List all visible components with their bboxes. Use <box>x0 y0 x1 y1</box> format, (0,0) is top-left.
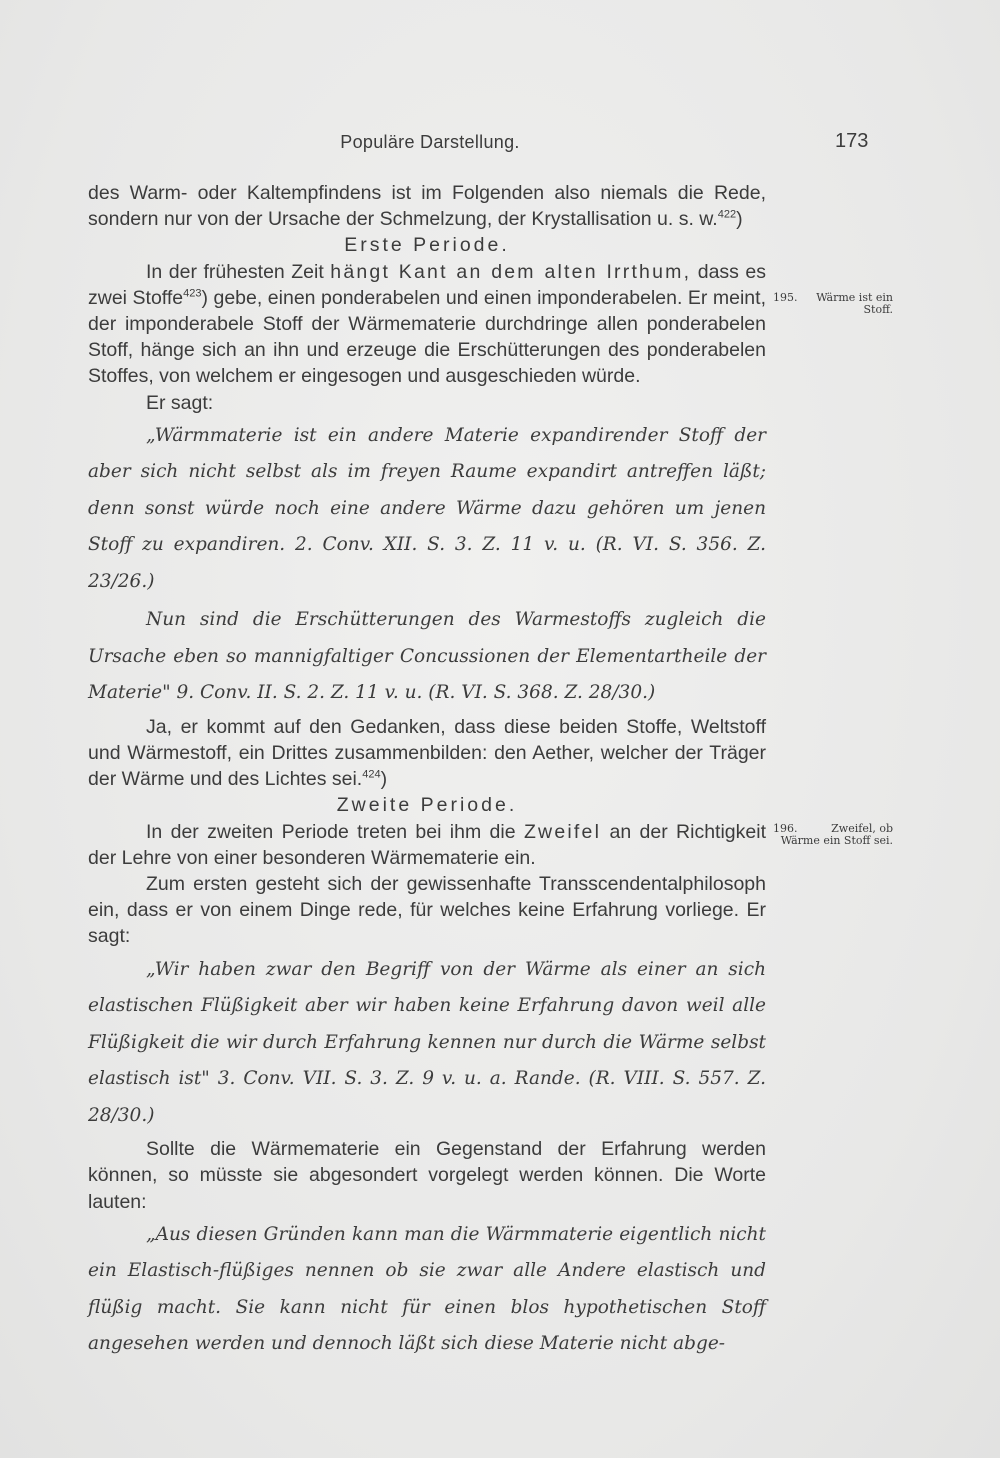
section-heading: Erste Periode. <box>344 234 510 257</box>
quotation: „Wärmmaterie ist ein andere Materie expandirender Stoff der aber sich nicht selbst als im freyen Raume expandirt antreffen läßt; denn sonst würde noch eine andere Wärme dazu gehören um jenen Stoff zu expandiren. 2. Conv. XII. S. 3. Z. 11 v. u. (R. VI. S. 356. Z. 23/26.) <box>88 424 766 592</box>
emphasis: hängt Kant an dem alten Irrthum, <box>330 260 692 283</box>
running-header: Populäre Darstellung. <box>340 132 520 152</box>
quotation: „Wir haben zwar den Begriff von der Wärme als einer an sich elastischen Flüßigkeit aber wir haben keine Erfahrung davon weil alle Flüßigkeit die wir durch Erfahrung kennen nur durch die Wärme selbst elastisch ist" 3. Conv. VII. S. 3. Z. 9 v. u. a. Rande. (R. VIII. S. 557. Z. 28/30.) <box>88 958 766 1126</box>
paragraph: Er sagt: <box>146 391 214 414</box>
paragraph: In der zweiten Periode treten bei ihm die Zweifel an der Richtigkeit der Lehre von einer besonderen Wärmematerie ein. <box>88 820 766 869</box>
paragraph: Sollte die Wärmematerie ein Gegenstand der Erfahrung werden können, so müsste sie abgesondert vorgelegt werden können. Die Worte lauten: <box>88 1138 766 1213</box>
margin-note-195 <box>773 292 893 316</box>
margin-note-text: Wärme ist ein Stoff. <box>816 291 893 316</box>
paragraph: des Warm- oder Kaltempfindens ist im Folgenden also niemals die Rede, sondern nur von der Ursache der Schmelzung, der Krystallisation u. s. w.$^{422}$) <box>88 182 766 231</box>
paragraph: Zum ersten gesteht sich der gewissenhafte Transscendentalphilosoph ein, dass er von einem Dinge rede, für welches keine Erfahrung vorliege. Er sagt: <box>88 873 766 948</box>
body-text <box>88 180 766 1365</box>
margin-note-number: 196. <box>773 822 798 835</box>
emphasis: Zweifel <box>523 820 602 843</box>
section-heading: Zweite Periode. <box>336 794 518 817</box>
footnote-ref[interactable]: 423 <box>183 287 202 300</box>
footnote-ref[interactable]: 424 <box>362 768 381 781</box>
page-number: 173 <box>835 130 869 152</box>
paragraph: In der frühesten Zeit hängt Kant an dem alten Irrthum, dass es zwei Stoffe$^{423}$) gebe, einen ponderabelen und einen imponderabelen. Er meint, der imponderabele Stoff der Wärmematerie durchdringe allen ponderabelen Stoff, hänge sich an ihn und erzeuge die Erschütterungen des ponderabelen Stoffes, von welchem er eingesogen und ausgeschieden würde. <box>88 260 767 388</box>
margin-note-number: 195. <box>773 291 798 304</box>
quotation: „Aus diesen Gründen kann man die Wärmmaterie eigentlich nicht ein Elastisch-flüßiges nennen ob sie zwar alle Andere elastisch und flüßig macht. Sie kann nicht für einen blos hypothetischen Stoff angesehen werden und dennoch läßt sich diese Materie nicht abge- <box>88 1223 766 1355</box>
paragraph: Ja, er kommt auf den Gedanken, dass diese beiden Stoffe, Weltstoff und Wärmestoff, ein Drittes zusammenbilden: den Aether, welcher der Träger der Wärme und des Lichtes sei.$^{424}$) <box>88 715 766 791</box>
margin-note-text: Zweifel, ob Wärme ein Stoff sei. <box>780 822 893 847</box>
footnote-ref[interactable]: 422 <box>717 208 737 221</box>
margin-note-196 <box>773 823 893 847</box>
quotation: Nun sind die Erschütterungen des Warmestoffs zugleich die Ursache eben so mannigfaltiger Concussionen der Elementartheile der Materie" 9. Conv. II. S. 2. Z. 11 v. u. (R. VI. S. 368. Z. 28/30.) <box>88 609 766 704</box>
